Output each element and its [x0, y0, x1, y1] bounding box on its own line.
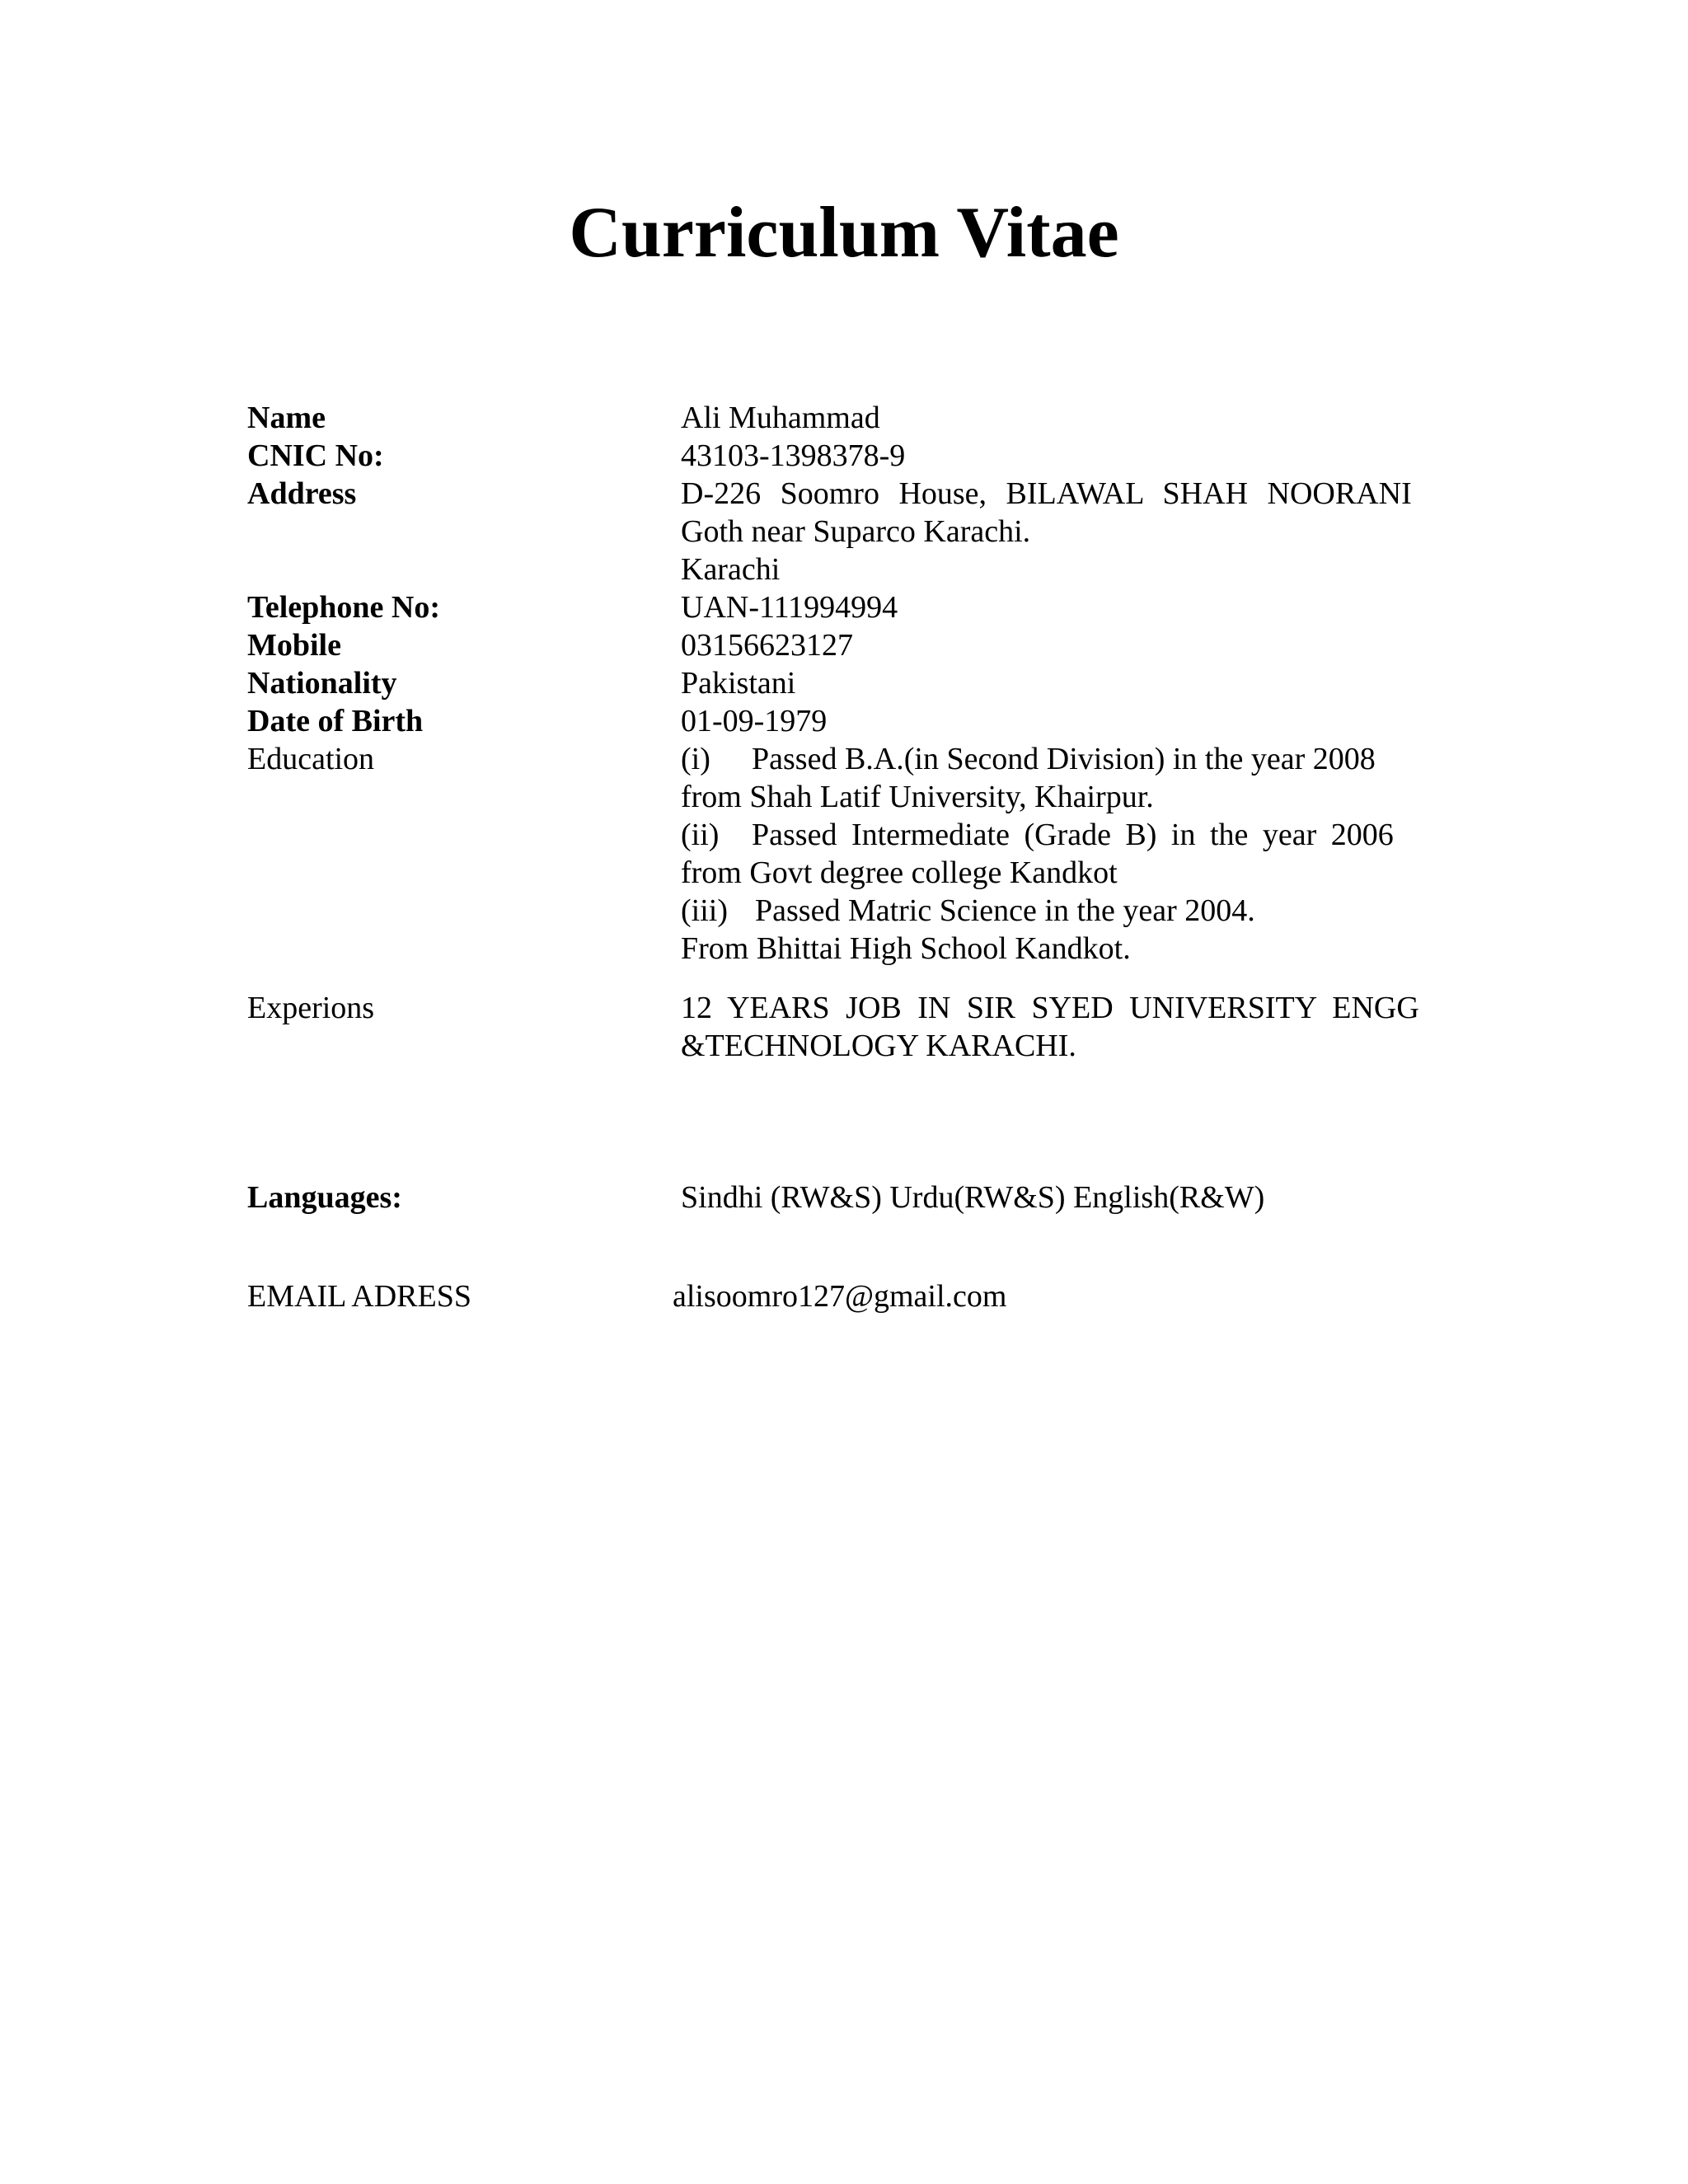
education-item-1-marker: (i): [681, 742, 710, 776]
education-item-3-text: Passed Matric Science in the year 2004.: [755, 893, 1255, 928]
address-line-1-text: D-226 Soomro House, BILAWAL SHAH NOORANI: [681, 476, 1412, 511]
address-label: Address: [247, 476, 357, 511]
address-line-2: Goth near Suparco Karachi.: [681, 514, 1031, 549]
experience-value: [681, 989, 1433, 1065]
education-list: [681, 740, 1433, 968]
name-value: Ali Muhammad: [681, 401, 880, 435]
nationality-label: Nationality: [247, 666, 397, 701]
address-value: [681, 475, 1433, 588]
experience-line-1: 12 YEARS JOB IN SIR SYED UNIVERSITY ENGG: [681, 991, 1419, 1025]
dob-label: Date of Birth: [247, 704, 424, 738]
education-item-2-line-2: from Govt degree college Kandkot: [681, 855, 1118, 890]
email-label: EMAIL ADRESS: [247, 1279, 472, 1314]
education-item-3-line-1: [681, 892, 1433, 930]
education-item-1-line-1: [681, 740, 1433, 778]
languages-label: Languages:: [247, 1180, 402, 1215]
experience-line-2: &TECHNOLOGY KARACHI.: [681, 1029, 1076, 1063]
languages-value: Sindhi (RW&S) Urdu(RW&S) English(R&W): [681, 1180, 1265, 1215]
address-line-1: [681, 475, 1433, 513]
name-label: Name: [247, 401, 326, 435]
education-item-2-line-1: [681, 816, 1433, 854]
telephone-label: Telephone No:: [247, 590, 441, 625]
education-item-1-text: Passed B.A.(in Second Division) in the year 2008: [752, 742, 1376, 776]
education-item-3-line-2: From Bhittai High School Kandkot.: [681, 931, 1131, 966]
education-item-3: [681, 892, 1433, 968]
email-value: alisoomro127@gmail.com: [673, 1279, 1007, 1314]
dob-value: 01-09-1979: [681, 704, 828, 738]
cnic-label: CNIC No:: [247, 438, 384, 473]
education-item-3-marker: (iii): [681, 893, 728, 928]
education-item-1-line-2: from Shah Latif University, Khairpur.: [681, 780, 1154, 814]
mobile-value: 03156623127: [681, 628, 853, 663]
education-item-2-text: Passed Intermediate (Grade B) in the year 2006: [752, 818, 1394, 852]
cnic-value: 43103-1398378-9: [681, 438, 906, 473]
address-line-3: Karachi: [681, 552, 781, 587]
mobile-label: Mobile: [247, 628, 341, 663]
experience-label: Experions: [247, 991, 375, 1025]
education-item-2: [681, 816, 1433, 892]
education-item-1: [681, 740, 1433, 816]
telephone-value: UAN-111994994: [681, 590, 898, 625]
education-item-2-marker: (ii): [681, 818, 720, 852]
nationality-value: Pakistani: [681, 666, 796, 701]
page-title: Curriculum Vitae: [569, 193, 1119, 273]
education-label: Education: [247, 742, 375, 776]
